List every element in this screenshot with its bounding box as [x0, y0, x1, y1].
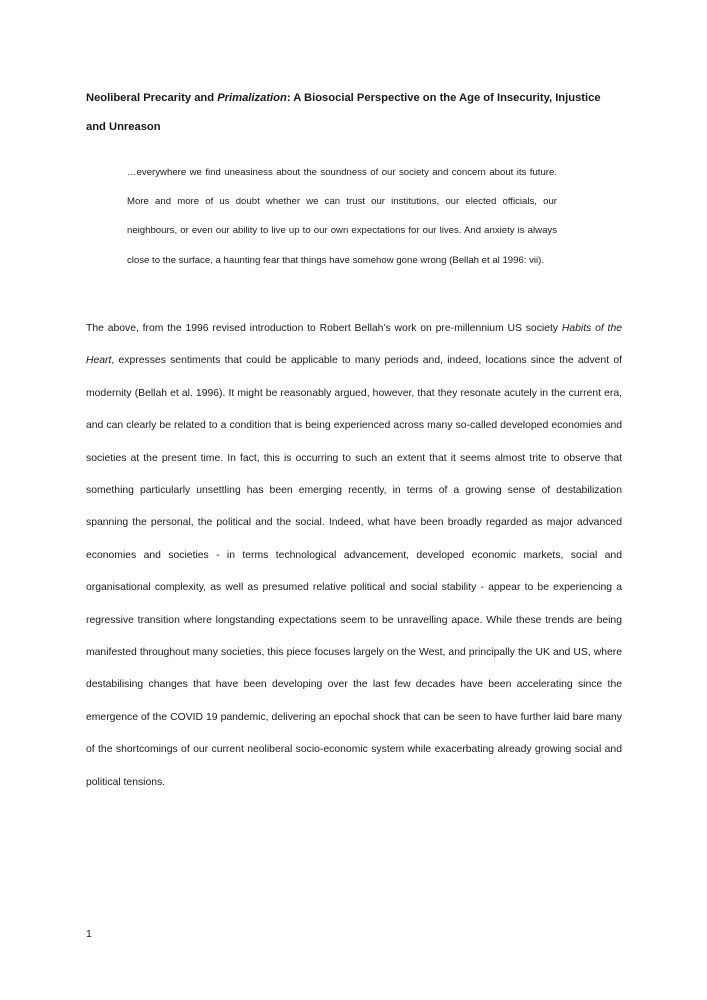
- epigraph-quote: …everywhere we find uneasiness about the soundness of our society and concern about its future. More and more of us doubt whether we can trust our institutions, our elected officials, our neighbours, or even our ability to live up to our own expectations for our lives. And anxiety is always close to the surface, a haunting fear that things have somehow gone wrong (Bellah et al 1996: vii).: [127, 167, 557, 266]
- paper-title: [86, 84, 626, 142]
- title-part-2: : A Biosocial Perspective on the Age of Insecurity, Injustice: [286, 92, 601, 104]
- book-title-italic: Habits of the Heart: [86, 323, 623, 367]
- body-paragraph: [86, 313, 622, 799]
- body-paragraph-start: The above, from the 1996 revised introduction to Robert Bellah’s work on pre-millennium US society: [86, 323, 562, 334]
- page-number: 1: [86, 929, 92, 940]
- body-paragraph-rest: , expresses sentiments that could be applicable to many periods and, indeed, locations since the advent of modernity (Bellah et al. 1996). It might be reasonably argued, however, that they resonate acutely in the current era, and can clearly be related to a condition that is being experienced across many so-called developed economies and societies at the present time. In fact, this is occurring to such an extent that it seems almost trite to observe that something particularly unsettling has been emerging recently, in terms of a growing sense of destabilization spanning the personal, the political and the social. Indeed, what have been broadly regarded as major advanced economies and societies - in terms technological advancement, developed economic markets, social and organisational complexity, as well as presumed relative political and social stability - appear to be experiencing a regressive transition where longstanding expectations seem to be unravelling apace. While these trends are being manifested throughout many societies, this piece focuses largely on the West, and principally the UK and US, where destabilising changes that have been developing over the last few decades have been accelerating since the emergence of the COVID 19 pandemic, delivering an epochal shock that can be seen to have further laid bare many of the shortcomings of our current neoliberal socio-economic system while exacerbating already growing social and political tensions.: [86, 355, 622, 788]
- title-part-1: Neoliberal Precarity and: [86, 92, 218, 104]
- title-part-3: and Unreason: [86, 121, 161, 133]
- title-italic-term: Primalization: [217, 92, 287, 104]
